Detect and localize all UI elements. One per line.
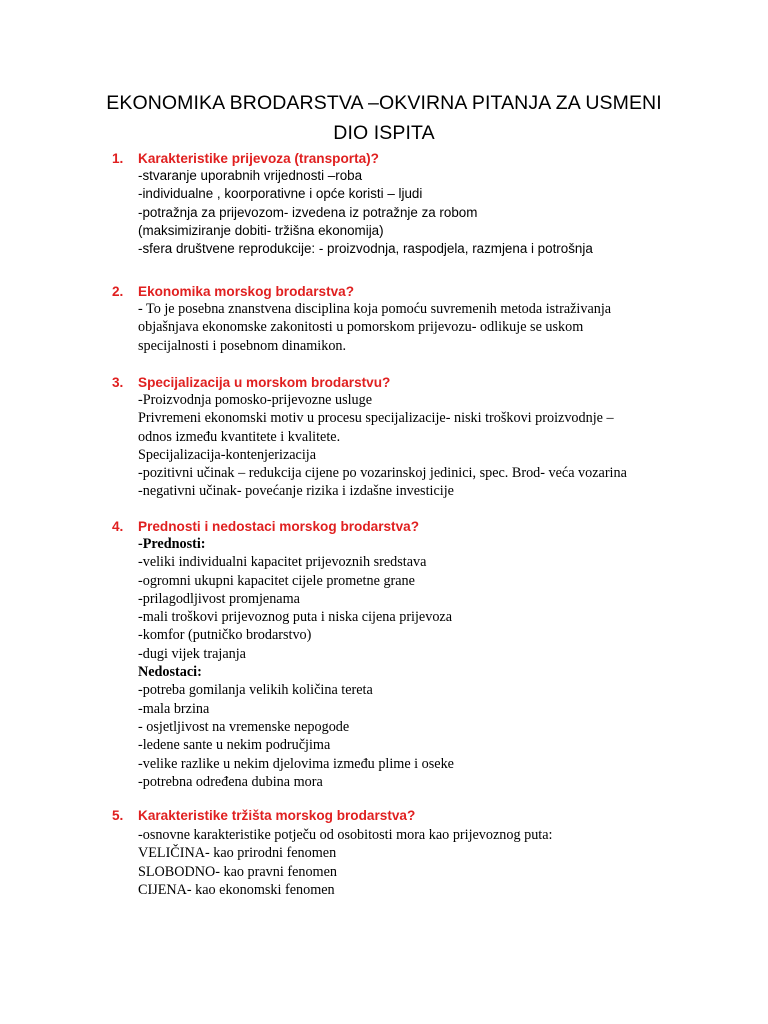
- question-heading: [112, 517, 419, 536]
- answer-lines: [138, 391, 698, 501]
- question-heading: [112, 806, 415, 825]
- question-heading: [112, 149, 379, 168]
- question-title: Prednosti i nedostaci morskog brodarstva?: [138, 519, 420, 534]
- answer-line: -mala brzina: [138, 700, 210, 717]
- document-title: EKONOMIKA BRODARSTVA –OKVIRNA PITANJA ZA USMENI DIO ISPITA: [106, 92, 662, 144]
- question-heading: [112, 282, 354, 301]
- answer-line: -negativni učinak- povećanje rizika i izdašne investicije: [138, 483, 454, 500]
- subheading-nedostaci: Nedostaci:: [138, 664, 202, 681]
- answer-line: -ledene sante u nekim područjima: [138, 737, 331, 754]
- answer-line: -potreba gomilanja velikih količina tereta: [138, 682, 373, 699]
- answer-line: -ogromni ukupni kapacitet cijele prometne grane: [138, 572, 415, 589]
- question-title: Specijalizacija u morskom brodarstvu?: [138, 375, 391, 390]
- answer-line: -Proizvodnja pomosko-prijevozne usluge: [138, 392, 373, 408]
- answer-line: - To je posebna znanstvena disciplina koja pomoću suvremenih metoda istraživanja: [138, 301, 612, 317]
- question-number: 2.: [112, 284, 124, 299]
- answer-line: -komfor (putničko brodarstvo): [138, 627, 312, 644]
- answer-line: -dugi vijek trajanja: [138, 645, 246, 662]
- answer-line: SLOBODNO- kao pravni fenomen: [138, 863, 337, 880]
- answer-line: odnos između kvantitete i kvalitete.: [138, 428, 341, 445]
- answer-line: -velike razlike u nekim djelovima između plime i oseke: [138, 755, 454, 772]
- answer-line: -potražnja za prijevozom- izvedena iz potražnje za robom: [138, 204, 478, 220]
- answer-line: -sfera društvene reprodukcije: - proizvodnja, raspodjela, razmjena i potrošnja: [138, 241, 593, 257]
- question-title: Ekonomika morskog brodarstva?: [138, 284, 355, 299]
- subheading-prednosti: -Prednosti:: [138, 536, 206, 552]
- question-number: 4.: [112, 519, 124, 534]
- answer-lines: [138, 300, 698, 355]
- answer-line: -potrebna određena dubina mora: [138, 773, 323, 790]
- answer-line: -mali troškovi prijevoznog puta i niska cijena prijevoza: [138, 609, 453, 626]
- answer-line: -veliki individualni kapacitet prijevoznih sredstava: [138, 554, 427, 571]
- question-number: 1.: [112, 151, 124, 166]
- answer-line: -individualne , koorporativne i opće koristi – ljudi: [138, 186, 423, 202]
- answer-line: objašnjava ekonomske zakonitosti u pomorskom prijevozu- odlikuje se uskom: [138, 319, 584, 336]
- answer-line: (maksimiziranje dobiti- tržišna ekonomija): [138, 222, 384, 238]
- answer-line: Privremeni ekonomski motiv u procesu specijalizacije- niski troškovi proizvodnje –: [138, 410, 614, 427]
- answer-line: -osnovne karakteristike potječu od osobitosti mora kao prijevoznog puta:: [138, 827, 553, 843]
- question-heading: [112, 373, 390, 392]
- answer-line: - osjetljivost na vremenske nepogode: [138, 718, 350, 735]
- answer-line: VELIČINA- kao prirodni fenomen: [138, 845, 337, 862]
- answer-lines: [138, 167, 698, 258]
- question-title: Karakteristike tržišta morskog brodarstva?: [138, 808, 416, 823]
- answer-line: -pozitivni učinak – redukcija cijene po vozarinskoj jedinici, spec. Brod- veća vozarina: [138, 465, 627, 482]
- question-title: Karakteristike prijevoza (transporta)?: [138, 151, 379, 166]
- answer-line: Specijalizacija-kontenjerizacija: [138, 446, 317, 463]
- answer-line: -prilagodljivost promjenama: [138, 590, 300, 607]
- answer-line: specijalnosti i posebnom dinamikon.: [138, 337, 347, 354]
- answer-lines: [138, 535, 698, 791]
- question-number: 3.: [112, 375, 124, 390]
- answer-lines: [138, 826, 698, 899]
- answer-line: CIJENA- kao ekonomski fenomen: [138, 881, 335, 898]
- answer-line: -stvaranje uporabnih vrijednosti –roba: [138, 168, 363, 183]
- question-number: 5.: [112, 808, 124, 823]
